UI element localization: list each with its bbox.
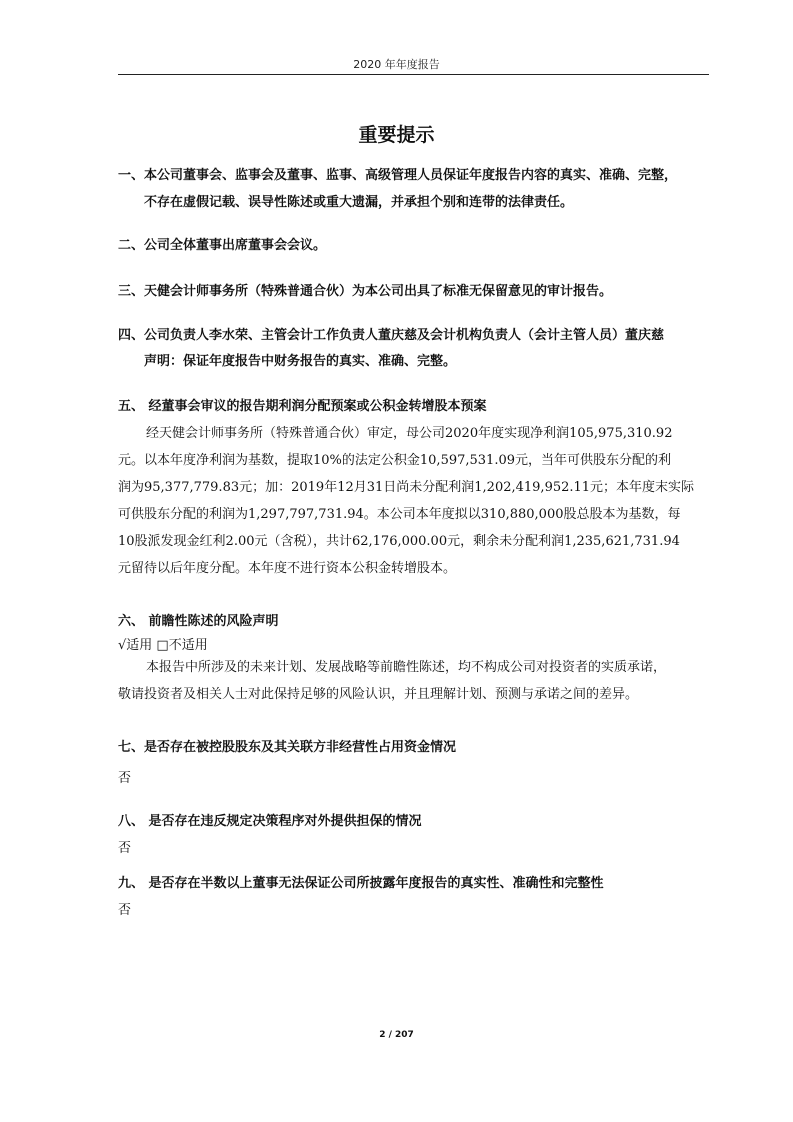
item-7-answer: 否 xyxy=(118,771,132,786)
item-5-paragraph-line: 经天健会计师事务所（特殊普通合伙）审定，母公司2020年度实现净利润105,975,310.92 xyxy=(146,426,673,441)
item-4-line-2: 声明：保证年度报告中财务报告的真实、准确、完整。 xyxy=(144,354,457,369)
item-5-heading: 五、 经董事会审议的报告期利润分配预案或公积金转增股本预案 xyxy=(118,399,487,414)
item-1-line-1: 一、本公司董事会、监事会及董事、监事、高级管理人员保证年度报告内容的真实、准确、完整， xyxy=(118,168,678,183)
item-7-heading: 七、是否存在被控股股东及其关联方非经营性占用资金情况 xyxy=(118,740,457,755)
item-3: 三、天健会计师事务所（特殊普通合伙）为本公司出具了标准无保留意见的审计报告。 xyxy=(118,284,613,299)
item-9-answer: 否 xyxy=(118,903,132,918)
item-8-answer: 否 xyxy=(118,841,132,856)
item-9-heading: 九、 是否存在半数以上董事无法保证公司所披露年度报告的真实性、准确性和完整性 xyxy=(118,876,604,891)
item-6-paragraph-line: 本报告中所涉及的未来计划、发展战略等前瞻性陈述，均不构成公司对投资者的实质承诺， xyxy=(146,660,667,675)
running-header: 2020 年年度报告 xyxy=(353,58,440,71)
item-4-line-1: 四、公司负责人李水荣、主管会计工作负责人董庆慈及会计机构负责人（会计主管人员）董庆慈 xyxy=(118,328,665,343)
page-number: 2 / 207 xyxy=(379,1030,414,1040)
page-title: 重要提示 xyxy=(358,124,435,146)
item-5-paragraph-line: 元。以本年度净利润为基数，提取10%的法定公积金10,597,531.09元，当年可供股东分配的利 xyxy=(118,453,672,468)
applicability-checkbox: √适用 □不适用 xyxy=(118,638,208,653)
item-6-heading: 六、 前瞻性陈述的风险声明 xyxy=(118,614,279,629)
item-5-paragraph-line: 可供股东分配的利润为1,297,797,731.94。本公司本年度拟以310,880,000股总股本为基数，每 xyxy=(118,507,681,522)
item-6-paragraph-line: 敬请投资者及相关人士对此保持足够的风险认识，并且理解计划、预测与承诺之间的差异。 xyxy=(118,687,639,702)
item-5-paragraph-line: 元留待以后年度分配。本年度不进行资本公积金转增股本。 xyxy=(118,561,457,576)
item-5-paragraph-line: 润为95,377,779.83元；加：2019年12月31日尚未分配利润1,202,419,952.11元；本年度末实际 xyxy=(118,480,695,495)
item-1-line-2: 不存在虚假记载、误导性陈述或重大遗漏，并承担个别和连带的法律责任。 xyxy=(144,195,574,210)
header-divider xyxy=(118,74,709,75)
item-2: 二、公司全体董事出席董事会会议。 xyxy=(118,238,327,253)
item-8-heading: 八、 是否存在违反规定决策程序对外提供担保的情况 xyxy=(118,814,422,829)
item-5-paragraph-line: 10股派发现金红利2.00元（含税），共计62,176,000.00元，剩余未分配利润1,235,621,731.94 xyxy=(118,534,680,549)
